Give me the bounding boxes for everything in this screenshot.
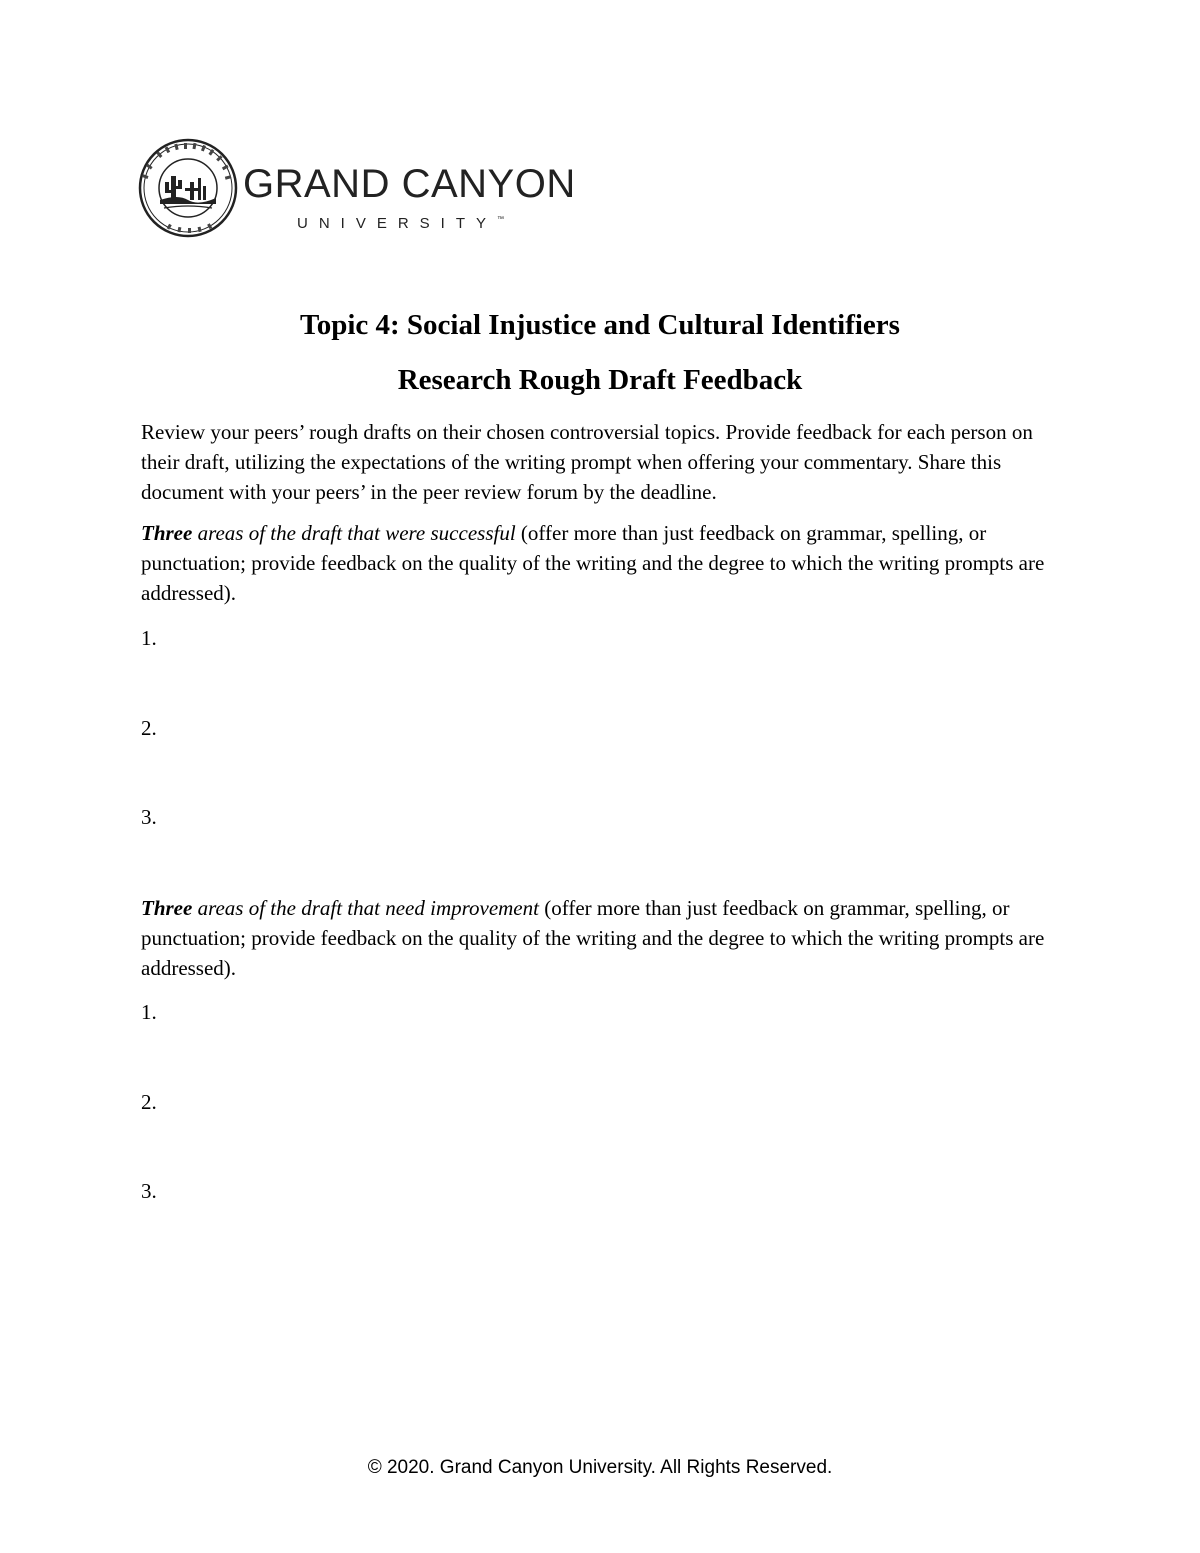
- trademark-symbol: ™: [497, 216, 505, 223]
- successful-item-2: 2.: [141, 716, 157, 740]
- successful-item-3: 3.: [141, 805, 157, 829]
- intro-paragraph: Review your peers’ rough drafts on their chosen controversial topics. Provide feedback for each person on their draft, utilizing the expectations of the writing prompt when offering your commentary. Share this document with your peers’ in the peer review forum by the deadline.: [141, 420, 1033, 504]
- copyright-footer: © 2020. Grand Canyon University. All Rights Reserved.: [367, 1457, 833, 1478]
- improvement-instructions: (offer more than just feedback on grammar, spelling, or punctuation; provide feedback on the quality of the writing and the degree to which the writing prompts are addressed).: [141, 896, 1045, 980]
- successful-lead-italic: areas of the draft that were successful: [192, 521, 516, 545]
- successful-lead-bold: Three: [141, 521, 193, 545]
- successful-instructions: (offer more than just feedback on grammar, spelling, or punctuation; provide feedback on the quality of the writing and the degree to which the writing prompts are addressed).: [141, 521, 1045, 605]
- improvement-prompt: [141, 893, 1061, 983]
- university-logo: [138, 138, 576, 238]
- university-seal-icon: [138, 138, 238, 238]
- logo-name-line1: GRAND CANYON: [243, 162, 576, 206]
- logo-university-text: UNIVERSITY: [297, 215, 498, 232]
- improvement-item-1: 1.: [141, 1000, 157, 1024]
- successful-item-1: 1.: [141, 626, 157, 650]
- improvement-item-2: 2.: [141, 1090, 157, 1114]
- page-title: Topic 4: Social Injustice and Cultural Identifiers: [300, 309, 900, 341]
- page-subtitle: Research Rough Draft Feedback: [397, 364, 803, 396]
- successful-prompt: [141, 518, 1061, 608]
- logo-name-line2: [297, 216, 504, 231]
- improvement-item-3: 3.: [141, 1179, 157, 1203]
- improvement-lead-bold: Three: [141, 896, 193, 920]
- improvement-lead-italic: areas of the draft that need improvement: [192, 896, 539, 920]
